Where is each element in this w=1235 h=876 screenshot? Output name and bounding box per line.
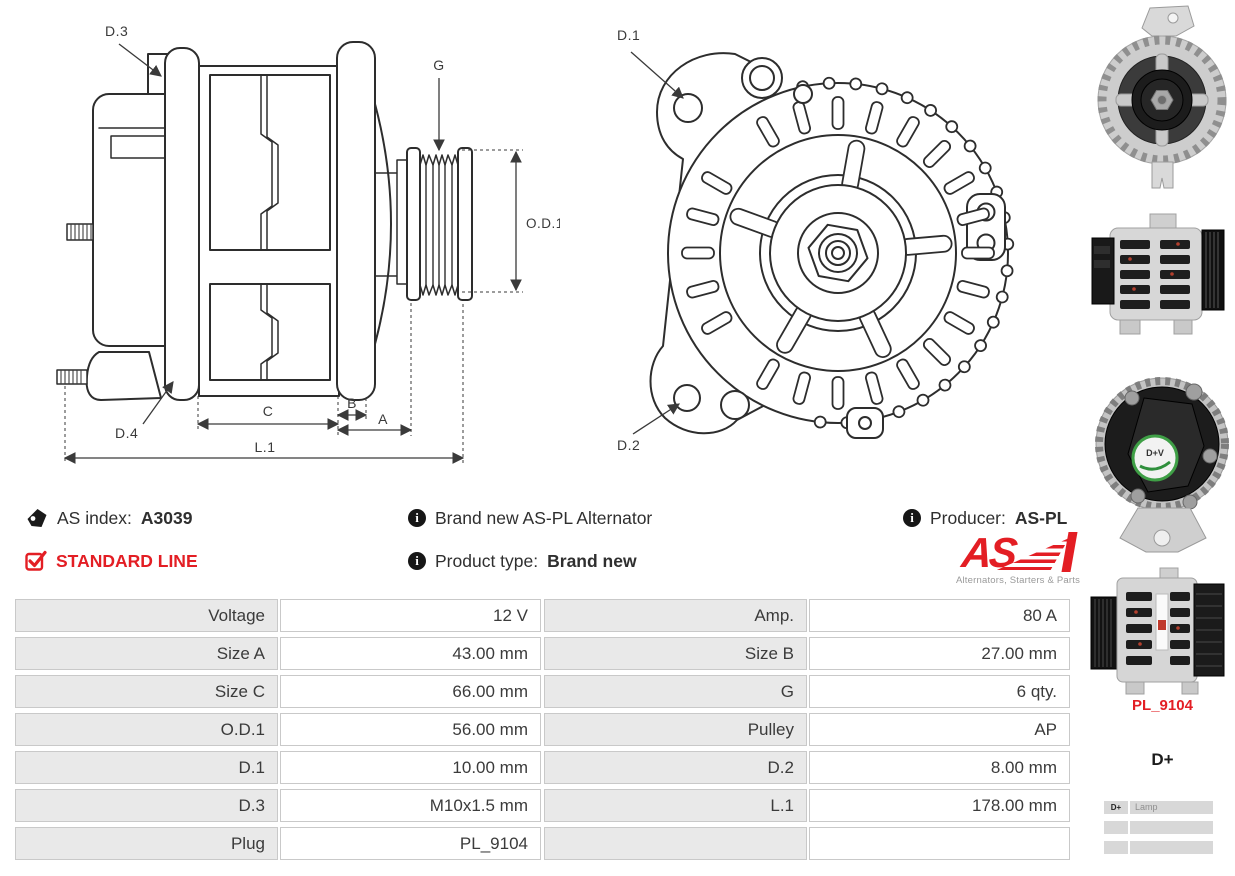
- table-row: [15, 713, 1070, 746]
- mini-table-row: [1104, 841, 1213, 854]
- spec-value-cell: AP: [809, 713, 1070, 746]
- spec-label-cell: D.1: [15, 751, 278, 784]
- side-view-svg: [15, 8, 560, 470]
- info-icon: i: [408, 509, 426, 527]
- table-row: [15, 675, 1070, 708]
- producer-row: [903, 506, 1067, 530]
- side-view-diagram: [15, 8, 560, 470]
- table-row: [15, 637, 1070, 670]
- spec-label-cell: G: [544, 675, 807, 708]
- mini-table-row: [1104, 821, 1213, 834]
- mini-table-row: [1104, 801, 1213, 814]
- product-type-value: Brand new: [547, 550, 637, 571]
- product-photo-front: [1090, 2, 1235, 196]
- as-index-value: A3039: [140, 507, 193, 528]
- brand-new-row: [408, 506, 652, 530]
- tag-icon: [25, 507, 48, 529]
- hole-d2: [674, 385, 700, 411]
- mini-table-cell: [1130, 821, 1213, 834]
- spec-value-cell: 178.00 mm: [809, 789, 1070, 822]
- mini-table-cell: [1104, 821, 1128, 834]
- rear-lug: [165, 48, 199, 400]
- front-lug: [337, 42, 375, 400]
- product-type-label: Product type:: [435, 550, 539, 571]
- table-row: [15, 789, 1070, 822]
- as-logo-text: AS: [959, 529, 1017, 576]
- plug-code: PL_9104: [1132, 697, 1193, 714]
- spec-value-cell: 6 qty.: [809, 675, 1070, 708]
- table-row: [15, 827, 1070, 860]
- standard-line-row: [25, 549, 198, 573]
- dim-label-d3: D.3: [105, 23, 129, 39]
- dim-label-a: A: [378, 411, 388, 427]
- mini-table-cell: [1104, 841, 1128, 854]
- spec-value-cell: 66.00 mm: [280, 675, 541, 708]
- dim-label-d4: D.4: [115, 425, 139, 441]
- spec-label-cell: Size A: [15, 637, 278, 670]
- spec-value-cell: 12 V: [280, 599, 541, 632]
- spec-label-cell: D.3: [15, 789, 278, 822]
- product-photo-side-right: [1090, 200, 1235, 342]
- spec-value-cell: PL_9104: [280, 827, 541, 860]
- spec-value-cell: [809, 827, 1070, 860]
- producer-value: AS-PL: [1014, 507, 1068, 528]
- spec-label-cell: [544, 827, 807, 860]
- producer-label: Producer:: [930, 507, 1006, 528]
- product-photo-side-left: [1090, 562, 1235, 698]
- terminal-code: D+: [1151, 750, 1174, 769]
- spec-label-cell: Amp.: [544, 599, 807, 632]
- table-row: [15, 751, 1070, 784]
- brand-new-text: Brand new AS-PL Alternator: [435, 507, 653, 528]
- dim-label-g: G: [433, 57, 445, 73]
- as-index-row: [25, 506, 192, 530]
- as-logo-bar: [1062, 532, 1078, 572]
- dim-label-c: C: [262, 403, 274, 419]
- spec-table: [15, 599, 1070, 865]
- spec-value-cell: M10x1.5 mm: [280, 789, 541, 822]
- pulley: [407, 148, 472, 300]
- dim-label-d2: D.2: [617, 437, 641, 453]
- dim-label-l1: L.1: [254, 439, 276, 455]
- spec-label-cell: Plug: [15, 827, 278, 860]
- svg-text:D+V: D+V: [1146, 448, 1164, 458]
- product-photo-rear: [1092, 346, 1232, 558]
- as-logo-tagline: Alternators, Starters & Parts: [955, 575, 1081, 586]
- spec-value-cell: 8.00 mm: [809, 751, 1070, 784]
- terminal-mini-table: [1104, 801, 1213, 861]
- product-type-row: [408, 549, 637, 573]
- spec-value-cell: 27.00 mm: [809, 637, 1070, 670]
- spec-label-cell: Size B: [544, 637, 807, 670]
- spec-label-cell: L.1: [544, 789, 807, 822]
- dim-label-d1: D.1: [617, 27, 641, 43]
- spec-value-cell: 80 A: [809, 599, 1070, 632]
- as-pl-logo: [938, 530, 1098, 586]
- standard-line-label: STANDARD LINE: [56, 550, 198, 571]
- spec-label-cell: O.D.1: [15, 713, 278, 746]
- mini-table-cell: [1130, 841, 1213, 854]
- mini-table-cell: Lamp: [1130, 801, 1213, 814]
- dim-label-b: B: [347, 395, 357, 411]
- info-icon: i: [903, 509, 921, 527]
- spec-label-cell: Voltage: [15, 599, 278, 632]
- spec-value-cell: 56.00 mm: [280, 713, 541, 746]
- spec-value-cell: 43.00 mm: [280, 637, 541, 670]
- spec-label-cell: D.2: [544, 751, 807, 784]
- spec-value-cell: 10.00 mm: [280, 751, 541, 784]
- hole-d1: [674, 94, 702, 122]
- as-index-label: AS index:: [57, 507, 132, 528]
- table-row: [15, 599, 1070, 632]
- front-view-diagram: [595, 8, 1015, 470]
- info-icon: i: [408, 552, 426, 570]
- spec-label-cell: Pulley: [544, 713, 807, 746]
- dim-label-od1: O.D.1: [526, 216, 560, 231]
- mini-table-cell: D+: [1104, 801, 1128, 814]
- front-view-svg: [595, 8, 1015, 470]
- checkbox-icon: [25, 550, 47, 572]
- spec-label-cell: Size C: [15, 675, 278, 708]
- d4-bracket: [87, 352, 161, 400]
